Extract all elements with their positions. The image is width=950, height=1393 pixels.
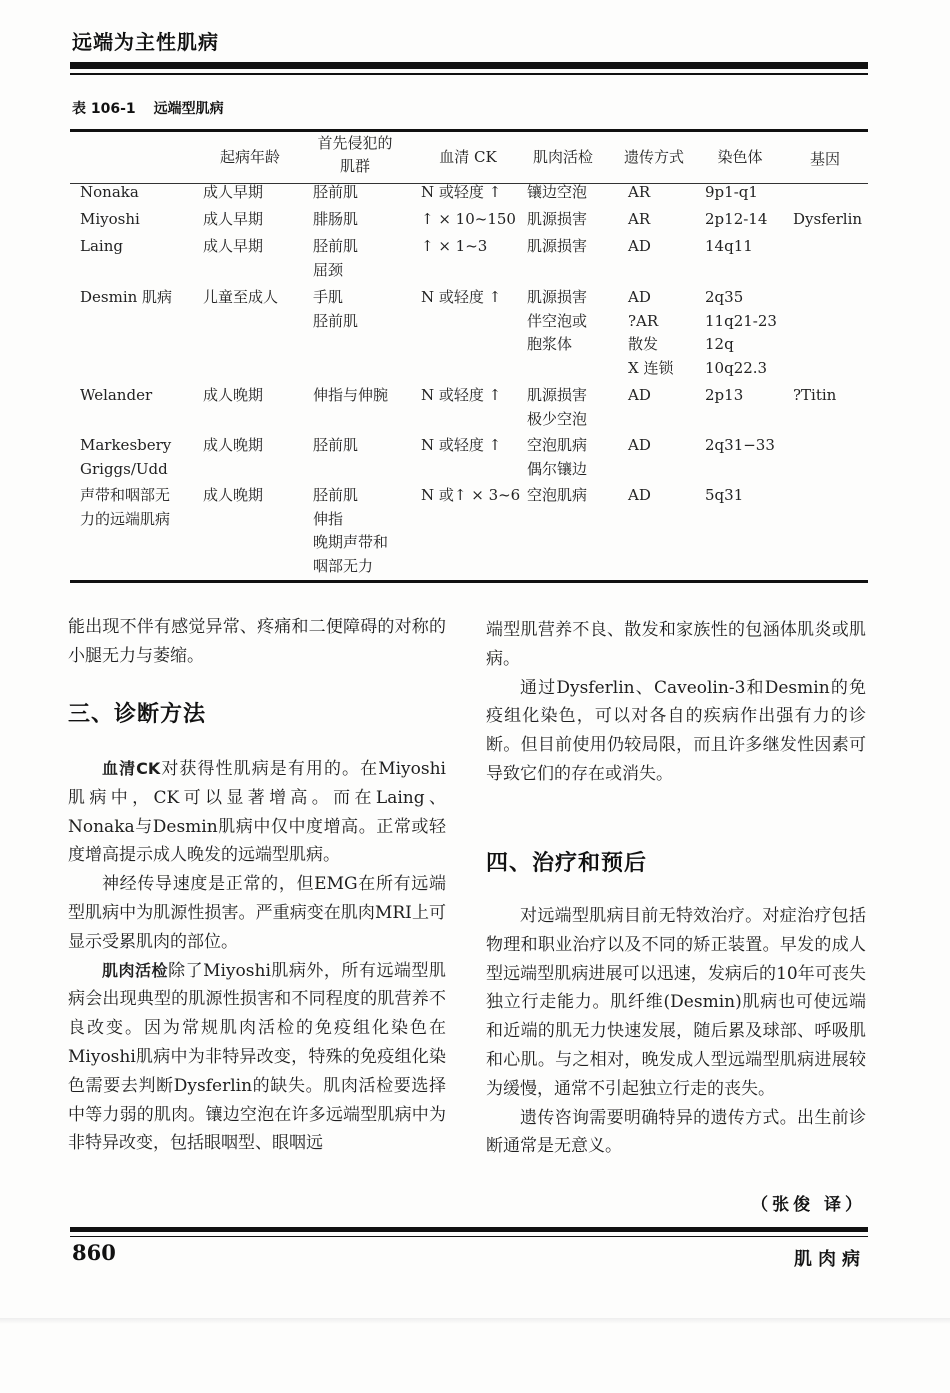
table-cell-line: 手肌 xyxy=(313,288,344,306)
table-cell-line: Miyoshi xyxy=(80,210,140,228)
column-header-gene: 基因 xyxy=(809,150,840,168)
table-cell-biopsy xyxy=(527,235,587,259)
table-cell-line: X 连锁 xyxy=(628,358,674,377)
table-cell-age xyxy=(203,384,263,408)
table-cell-gene xyxy=(793,384,836,408)
table-cell-chrom xyxy=(705,434,775,458)
header-rule-thick xyxy=(70,62,868,69)
table-cell-age xyxy=(203,434,263,458)
table-cell-line: 偶尔镶边 xyxy=(527,459,588,478)
table-cell-chrom xyxy=(705,208,767,232)
table-cell-line: 胫前肌 xyxy=(313,436,359,454)
table-cell-ck xyxy=(421,434,501,458)
table-cell-line: AD xyxy=(628,386,651,404)
footer-rule-thick xyxy=(70,1227,868,1232)
table-caption xyxy=(72,98,224,118)
left-intro xyxy=(68,613,446,671)
table-cell-ck xyxy=(421,286,501,310)
table-cell-line: 5q31 xyxy=(705,486,744,504)
table-cell-chrom xyxy=(705,484,743,508)
table-cell-line: 2p12-14 xyxy=(705,210,768,228)
table-cell-line: 屈颈 xyxy=(313,260,344,279)
table-cell-line: ?Titin xyxy=(793,386,837,404)
table-cell-line: 胫前肌 xyxy=(313,311,359,330)
table-cell-line: 2q31−33 xyxy=(705,436,775,454)
table-cell-name xyxy=(80,208,140,232)
table-cell-line: 胞浆体 xyxy=(527,335,573,353)
intro-paragraph: 能出现不伴有感觉异常、疼痛和二便障碍的对称的小腿无力与萎缩。 xyxy=(68,617,446,666)
left-column-body xyxy=(68,755,446,1158)
table-cell-muscle xyxy=(313,181,358,205)
table-cell-line: 10q22.3 xyxy=(705,358,768,377)
table-cell-biopsy xyxy=(527,484,587,508)
table-cell-ck xyxy=(421,484,520,508)
table-cell-muscle xyxy=(313,484,388,578)
table-cell-line: 11q21-23 xyxy=(705,311,777,330)
table-cell-muscle xyxy=(313,208,358,232)
table-cell-inherit xyxy=(628,434,651,458)
table-cell-line: 成人晚期 xyxy=(203,436,264,454)
table-cell-line: 镶边空泡 xyxy=(527,183,588,201)
paragraph-biopsy xyxy=(68,957,446,1159)
table-cell-inherit xyxy=(628,384,651,408)
table-cell-inherit xyxy=(628,235,651,259)
table-cell-inherit xyxy=(628,484,651,508)
table-cell-biopsy xyxy=(527,384,587,431)
table-cell-line: 14q11 xyxy=(705,237,753,255)
table-cell-line: 2p13 xyxy=(705,386,744,404)
table-cell-line: 胫前肌 xyxy=(313,237,359,255)
footer-section-name: 肌肉病 xyxy=(794,1249,866,1270)
table-cell-ck xyxy=(421,384,501,408)
table-cell-line: 肌源损害 xyxy=(527,210,588,228)
table-cell-line: Welander xyxy=(80,386,153,404)
table-cell-line: 腓肠肌 xyxy=(313,210,359,228)
table-cell-chrom xyxy=(705,384,743,408)
table-cell-line: 咽部无力 xyxy=(313,556,374,575)
table-cell-chrom xyxy=(705,235,753,259)
paragraph-immunostaining: 通过Dysferlin、Caveolin-3和Desmin的免疫组化染色，可以对各自的疾病作出强有力的诊断。但目前使用仍较局限，而且许多继发性因素可导致它们的存在或消失。 xyxy=(486,677,866,784)
table-cell-line: 散发 xyxy=(628,335,659,353)
table-cell-line: ?AR xyxy=(628,311,659,330)
table-cell-biopsy xyxy=(527,208,587,232)
translator-credit: （张俊 译） xyxy=(751,1195,866,1215)
column-header-chromosome: 染色体 xyxy=(717,148,763,166)
paragraph-ck-term: 血清CK xyxy=(102,759,161,778)
table-cell-name xyxy=(80,235,123,259)
table-cell-line: AR xyxy=(628,210,651,228)
section-heading-diagnosis: 三、诊断方法 xyxy=(68,702,207,727)
column-header-biopsy: 肌肉活检 xyxy=(532,148,593,166)
table-cell-line: 肌源损害 xyxy=(527,288,588,306)
paragraph-ck-text: 对获得性肌病是有用的。在Miyoshi肌病中，CK可以显著增高。而在Laing、Nonaka与Desmin肌病中仅中度增高。正常或轻度增高提示成人晚发的远端型肌病。 xyxy=(68,759,446,866)
table-cell-name xyxy=(80,181,139,205)
table-cell-inherit xyxy=(628,181,650,205)
column-header-ck: 血清 CK xyxy=(439,148,497,166)
table-cell-line: 成人晚期 xyxy=(203,386,264,404)
table-cell-line: 力的远端肌病 xyxy=(80,509,171,528)
table-cell-line: 成人晚期 xyxy=(203,486,264,504)
table-cell-muscle xyxy=(313,384,388,408)
table-cell-muscle xyxy=(313,235,358,282)
table-cell-inherit xyxy=(628,286,673,380)
paragraph-continuation: 端型肌营养不良、散发和家族性的包涵体肌炎或肌病。 xyxy=(486,620,866,669)
paragraph-treatment: 对远端型肌病目前无特效治疗。对症治疗包括物理和职业治疗以及不同的矫正装置。早发的成人型远端型肌病进展可以迅速，发病后的10年可丧失独立行走能力。肌纤维(Desmin)肌病也可使远端和近端的肌无力快速发展，随后累及球部、呼吸肌和心肌。与之相对，晚发成人型远端型肌病进展较为缓慢，通常不引起独立行走的丧失。 xyxy=(486,906,866,1099)
table-rule-top xyxy=(70,129,868,132)
table-cell-line: Desmin 肌病 xyxy=(80,288,173,306)
table-cell-line: 12q xyxy=(705,335,734,353)
table-cell-line: N 或轻度 ↑ xyxy=(421,183,502,201)
table-rule-bottom xyxy=(70,580,868,583)
right-column-body xyxy=(486,902,866,1161)
scan-edge xyxy=(0,1318,950,1324)
table-cell-line: Markesbery xyxy=(80,436,172,454)
paragraph-ck xyxy=(68,755,446,870)
table-cell-line: N 或轻度 ↑ xyxy=(421,288,502,306)
table-cell-line: 极少空泡 xyxy=(527,409,588,428)
table-cell-line: 儿童至成人 xyxy=(203,288,279,306)
table-caption-title: 远端型肌病 xyxy=(153,101,224,117)
table-cell-chrom xyxy=(705,181,758,205)
table-cell-line: 声带和咽部无 xyxy=(80,486,171,504)
footer-rule-thin xyxy=(70,1236,868,1237)
paragraph-genetic-counseling: 遗传咨询需要明确特异的遗传方式。出生前诊断通常是无意义。 xyxy=(486,1107,866,1157)
column-header-muscles-line1: 首先侵犯的 xyxy=(317,134,393,152)
table-cell-line: 晚期声带和 xyxy=(313,533,389,551)
table-caption-number: 表 106-1 xyxy=(72,101,136,117)
table-cell-line: N 或轻度 ↑ xyxy=(421,436,502,454)
table-cell-line: 肌源损害 xyxy=(527,237,588,255)
table-cell-gene xyxy=(793,208,862,232)
paragraph-emg: 神经传导速度是正常的，但EMG在所有远端型肌病中为肌源性损害。严重病变在肌肉MRI上可显示受累肌肉的部位。 xyxy=(68,874,446,952)
table-cell-biopsy xyxy=(527,434,587,481)
table-cell-line: AD xyxy=(628,436,651,454)
paragraph-biopsy-term: 肌肉活检 xyxy=(102,960,169,980)
table-cell-line: 伴空泡或 xyxy=(527,311,588,330)
table-cell-ck xyxy=(421,235,487,259)
table-cell-biopsy xyxy=(527,286,587,357)
table-cell-muscle xyxy=(313,434,358,458)
running-head: 远端为主性肌病 xyxy=(72,30,219,54)
table-cell-line: Laing xyxy=(80,237,123,255)
section-heading-treatment: 四、治疗和预后 xyxy=(486,851,648,876)
column-header-inheritance: 遗传方式 xyxy=(623,148,684,166)
table-cell-age xyxy=(203,208,263,232)
table-cell-ck xyxy=(421,208,516,232)
table-cell-line: 伸指与伸腕 xyxy=(313,386,389,404)
page-number: 860 xyxy=(72,1240,116,1265)
table-cell-name xyxy=(80,384,152,408)
table-cell-line: AD xyxy=(628,288,651,306)
table-cell-line: 伸指 xyxy=(313,509,344,528)
table-cell-line: AR xyxy=(628,183,651,201)
table-cell-inherit xyxy=(628,208,650,232)
table-cell-chrom xyxy=(705,286,777,380)
table-cell-line: 成人早期 xyxy=(203,210,264,228)
table-cell-line: 空泡肌病 xyxy=(527,436,588,454)
table-cell-line: 胫前肌 xyxy=(313,486,359,504)
table-cell-line: N 或↑ × 3~6 xyxy=(421,486,521,504)
table-cell-line: 空泡肌病 xyxy=(527,486,588,504)
table-cell-biopsy xyxy=(527,181,587,205)
table-cell-line: Dysferlin xyxy=(793,210,863,228)
table-cell-line: 2q35 xyxy=(705,288,744,306)
table-cell-ck xyxy=(421,181,501,205)
table-cell-line: 成人早期 xyxy=(203,237,264,255)
table-cell-line: AD xyxy=(628,486,651,504)
table-cell-line: Nonaka xyxy=(80,183,139,201)
table-cell-muscle xyxy=(313,286,358,333)
header-rule-thin xyxy=(70,73,868,75)
table-cell-line: 9p1-q1 xyxy=(705,183,758,201)
table-cell-age xyxy=(203,235,263,259)
table-cell-line: 胫前肌 xyxy=(313,183,359,201)
column-header-muscles xyxy=(300,132,410,178)
table-cell-name xyxy=(80,484,170,531)
table-cell-name xyxy=(80,286,172,310)
table-cell-line: 成人早期 xyxy=(203,183,264,201)
column-header-onset-age: 起病年龄 xyxy=(219,148,280,166)
table-cell-line: AD xyxy=(628,237,651,255)
table-cell-name xyxy=(80,434,171,481)
table-cell-line: ↑ × 10~150 xyxy=(421,210,516,228)
table-cell-age xyxy=(203,181,263,205)
table-cell-age xyxy=(203,484,263,508)
table-cell-line: Griggs/Udd xyxy=(80,459,168,478)
table-cell-line: N 或轻度 ↑ xyxy=(421,386,502,404)
paragraph-biopsy-text: 除了Miyoshi肌病外，所有远端型肌病会出现典型的肌源性损害和不同程度的肌营养不良改变。因为常规肌肉活检的免疫组化染色在Miyoshi肌病中为非特异改变，特殊的免疫组化染色需要去判断Dysferlin的缺失。肌肉活检要选择中等力弱的肌肉。镶边空泡在许多远端型肌病中为非特异改变，包括眼咽型、眼咽远 xyxy=(68,960,446,1154)
column-header-muscles-line2: 肌群 xyxy=(339,157,370,175)
table-cell-line: ↑ × 1~3 xyxy=(421,237,488,255)
table-cell-age xyxy=(203,286,278,310)
table-cell-line: 肌源损害 xyxy=(527,386,588,404)
right-column-top xyxy=(486,616,866,789)
